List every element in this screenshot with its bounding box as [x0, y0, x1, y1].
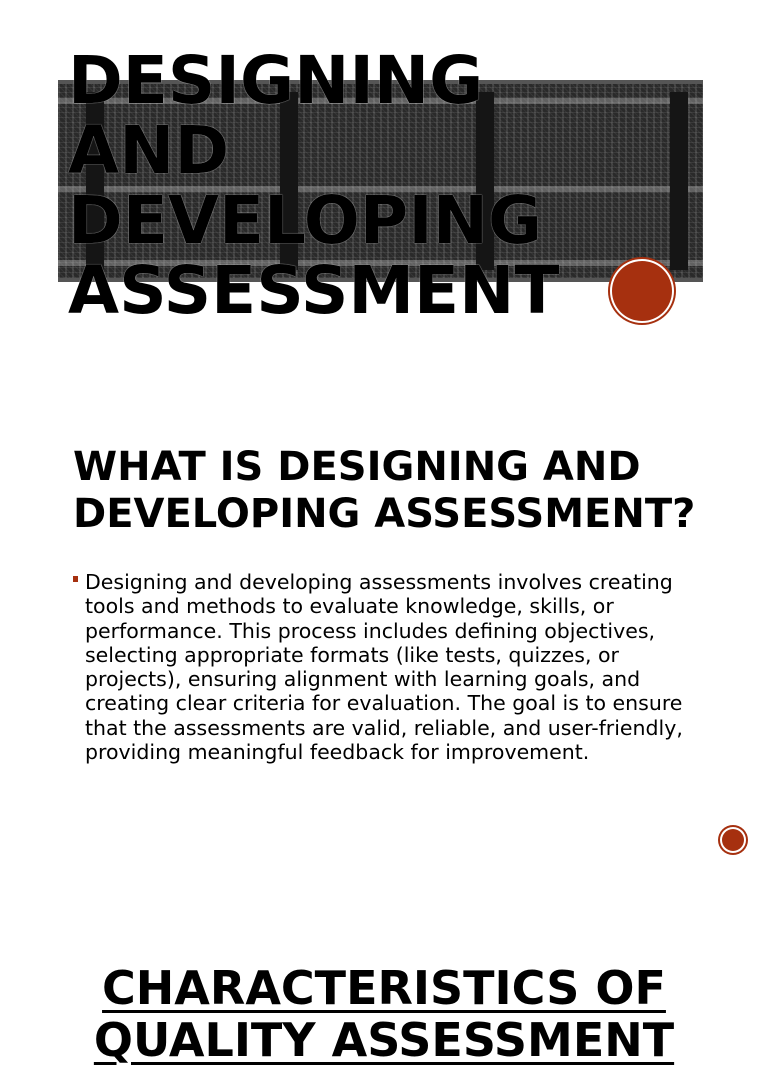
bullet-icon [73, 576, 78, 582]
characteristics-slide [0, 940, 768, 1067]
heading-line: QUALITY ASSESSMENT [93, 1013, 675, 1067]
title-slide [0, 0, 768, 360]
accent-circle-icon [720, 827, 746, 853]
slide-heading: WHAT IS DESIGNING AND DEVELOPING ASSESSMENT? [73, 444, 696, 537]
title-line: AND [68, 112, 230, 189]
banner-dark-bar [670, 92, 688, 270]
bullet-text: Designing and developing assessments involves creating tools and methods to evaluate knowledge, skills, or performance. This process includes defining objectives, selecting appropriate formats (like tests, quizzes, or projects), ensuring alignment with learning goals, and creating clear criteria for evaluation. The goal is to ensure that the assessments are valid, reliable, and user-friendly, providing meaningful feedback for improvement. [85, 570, 683, 765]
slide-heading [0, 962, 768, 1066]
accent-circle-icon [610, 259, 674, 323]
title-line: DESIGNING [68, 42, 484, 119]
definition-slide [0, 380, 768, 880]
title-line: DEVELOPING [68, 182, 543, 259]
title-line: ASSESSMENT [68, 252, 560, 329]
slide-title [68, 42, 560, 329]
heading-line: CHARACTERISTICS OF [102, 961, 666, 1015]
